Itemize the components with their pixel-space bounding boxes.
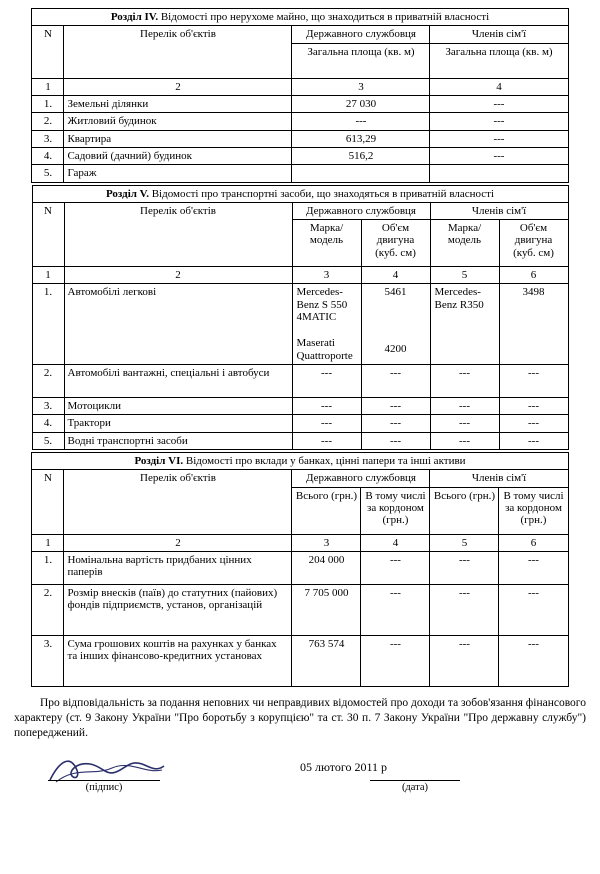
section-5-title-prefix: Розділ V. bbox=[105, 187, 149, 200]
section-4-row-4-object: Гараж bbox=[64, 165, 292, 182]
section-5-colnum-6: 6 bbox=[499, 267, 568, 284]
section-6-wrapper bbox=[0, 452, 600, 687]
section-6-subheader-abroad-cs: В тому числі за кордоном (грн.) bbox=[361, 487, 430, 534]
section-6-header-objects: Перелік об'єктів bbox=[64, 470, 292, 534]
section-5-row-1-brand-family: --- bbox=[430, 365, 499, 398]
section-4-header-row-1 bbox=[32, 26, 568, 43]
date-value: 05 лютого 2011 р bbox=[300, 759, 388, 774]
section-6-row-0-n: 1. bbox=[32, 551, 64, 584]
section-6-header-family: Членів сім'ї bbox=[430, 470, 568, 487]
section-5-row-3-engine-family: --- bbox=[499, 415, 568, 432]
signature-label: (підпис) bbox=[85, 781, 123, 793]
section-5-colnum-2: 2 bbox=[64, 267, 292, 284]
section-6-row-1-abroad-cs: --- bbox=[361, 584, 430, 635]
section-4-row-2-n: 3. bbox=[32, 130, 64, 147]
table-row bbox=[32, 415, 568, 432]
section-5-row-0-brand-cs-1: Mercedes-Benz S 550 4MATIC bbox=[296, 286, 348, 324]
section-5-row-4-brand-cs: --- bbox=[292, 432, 361, 449]
section-4-table bbox=[31, 8, 568, 183]
section-4-row-0-object: Земельні ділянки bbox=[64, 95, 292, 112]
section-5-row-2-engine-family: --- bbox=[499, 398, 568, 415]
section-6-title-row bbox=[32, 452, 568, 469]
section-6-row-1-total-cs: 7 705 000 bbox=[292, 584, 361, 635]
section-6-subheader-abroad-family: В тому числі за кордоном (грн.) bbox=[499, 487, 568, 534]
section-6-row-0-object: Номінальна вартість придбаних цінних паперів bbox=[64, 551, 292, 584]
table-row bbox=[32, 113, 568, 130]
section-4-colnum-2: 2 bbox=[64, 78, 292, 95]
section-5-title-row bbox=[32, 185, 568, 202]
section-5-row-1-engine-family: --- bbox=[499, 365, 568, 398]
section-4-colnum-4: 4 bbox=[430, 78, 568, 95]
section-6-row-1-total-family: --- bbox=[430, 584, 499, 635]
table-row bbox=[32, 147, 568, 164]
section-5-header-objects: Перелік об'єктів bbox=[64, 202, 292, 266]
section-6-row-0-abroad-cs: --- bbox=[361, 551, 430, 584]
section-4-row-1-object: Житловий будинок bbox=[64, 113, 292, 130]
footer-notice bbox=[14, 696, 586, 742]
table-row bbox=[32, 95, 568, 112]
section-5-row-3-engine-cs: --- bbox=[361, 415, 430, 432]
section-4-row-4-n: 5. bbox=[32, 165, 64, 182]
section-5-title bbox=[32, 185, 568, 202]
section-5-row-1-object: Автомобілі вантажні, спеціальні і автобуси bbox=[64, 365, 292, 398]
section-4-row-3-object: Садовий (дачний) будинок bbox=[64, 147, 292, 164]
section-6-colnum-5: 5 bbox=[430, 534, 499, 551]
section-5-subheader-engine-family: Об'єм двигуна (куб. см) bbox=[499, 220, 568, 267]
section-6-row-2-total-cs: 763 574 bbox=[292, 635, 361, 686]
table-row bbox=[32, 165, 568, 182]
section-5-row-2-object: Мотоцикли bbox=[64, 398, 292, 415]
section-5-row-0-engine-cs-2: 4200 bbox=[384, 342, 407, 355]
section-6-title-rest: Відомості про вклади у банках, цінні папери та інші активи bbox=[183, 454, 466, 467]
section-4-row-0-family: --- bbox=[430, 95, 568, 112]
section-6-row-1-n: 2. bbox=[32, 584, 64, 635]
section-5-header-civil-servant: Державного службовця bbox=[292, 202, 430, 219]
section-6-row-2-n: 3. bbox=[32, 635, 64, 686]
date-label: (дата) bbox=[401, 781, 429, 793]
section-5-row-2-brand-family: --- bbox=[430, 398, 499, 415]
section-6-colnum-4: 4 bbox=[361, 534, 430, 551]
section-5-row-2-n: 3. bbox=[32, 398, 64, 415]
section-6-row-0-total-cs: 204 000 bbox=[292, 551, 361, 584]
section-5-colnum-4: 4 bbox=[361, 267, 430, 284]
section-5-row-0-brand-cs bbox=[292, 284, 361, 365]
table-row bbox=[32, 365, 568, 398]
section-6-title-prefix: Розділ VI. bbox=[134, 454, 184, 467]
section-5-row-4-object: Водні транспортні засоби bbox=[64, 432, 292, 449]
section-4-title-prefix: Розділ IV. bbox=[110, 11, 159, 23]
section-6-table bbox=[31, 452, 568, 687]
section-5-colnum-3: 3 bbox=[292, 267, 361, 284]
section-4-row-3-family: --- bbox=[430, 147, 568, 164]
section-4-wrapper bbox=[0, 8, 600, 183]
declaration-page bbox=[0, 8, 600, 874]
section-6-row-1-abroad-family: --- bbox=[499, 584, 568, 635]
section-5-colnum-5: 5 bbox=[430, 267, 499, 284]
section-5-colnum-row bbox=[32, 267, 568, 284]
section-5-row-3-brand-cs: --- bbox=[292, 415, 361, 432]
section-6-row-2-abroad-cs: --- bbox=[361, 635, 430, 686]
section-6-row-1-object: Розмір внесків (паїв) до статутних (пайових) фондів підприємств, установ, організацій bbox=[64, 584, 292, 635]
section-5-row-0-brand-cs-2: Maserati Quattroporte bbox=[296, 337, 353, 362]
section-4-title-row bbox=[32, 9, 568, 26]
section-5-row-4-n: 5. bbox=[32, 432, 64, 449]
section-5-subheader-brand-family: Марка/ модель bbox=[430, 220, 499, 267]
section-5-row-0-engine-cs bbox=[361, 284, 430, 365]
section-4-row-2-family: --- bbox=[430, 130, 568, 147]
section-4-title bbox=[32, 9, 568, 26]
section-5-table bbox=[32, 185, 569, 450]
section-5-row-4-engine-cs: --- bbox=[361, 432, 430, 449]
date-line bbox=[370, 780, 460, 781]
section-6-colnum-1: 1 bbox=[32, 534, 64, 551]
section-5-row-2-brand-cs: --- bbox=[292, 398, 361, 415]
section-4-row-0-cs: 27 030 bbox=[292, 95, 430, 112]
section-5-row-0-engine-family: 3498 bbox=[499, 284, 568, 365]
section-5-row-1-brand-cs: --- bbox=[292, 365, 361, 398]
section-6-row-0-total-family: --- bbox=[430, 551, 499, 584]
section-5-row-4-engine-family: --- bbox=[499, 432, 568, 449]
section-4-row-4-family bbox=[430, 165, 568, 182]
footer-paragraph: Про відповідальність за подання неповних чи неправдивих відомостей про доходи та зобов'язання фінансового характеру (ст. 9 Закону України "Про боротьбу з корупцією" та ст. 30 п. 7 Закону України "Про державну службу") попереджений. bbox=[14, 696, 586, 740]
section-4-row-0-n: 1. bbox=[32, 95, 64, 112]
section-4-colnum-1: 1 bbox=[32, 78, 64, 95]
section-6-subheader-total-cs: Всього (грн.) bbox=[292, 487, 361, 534]
section-6-row-2-total-family: --- bbox=[430, 635, 499, 686]
section-5-header-n: N bbox=[32, 202, 64, 266]
signature-line bbox=[48, 780, 160, 781]
section-5-row-3-n: 4. bbox=[32, 415, 64, 432]
table-row bbox=[32, 130, 568, 147]
table-row bbox=[32, 398, 568, 415]
table-row bbox=[32, 551, 568, 584]
table-row bbox=[32, 432, 568, 449]
section-4-header-civil-servant: Державного службовця bbox=[292, 26, 430, 43]
section-4-row-4-cs bbox=[292, 165, 430, 182]
section-6-colnum-3: 3 bbox=[292, 534, 361, 551]
section-4-header-objects: Перелік об'єктів bbox=[64, 26, 292, 78]
section-4-row-1-family: --- bbox=[430, 113, 568, 130]
section-6-title bbox=[32, 452, 568, 469]
table-row bbox=[32, 284, 568, 365]
signature-row bbox=[0, 758, 600, 804]
section-6-row-0-abroad-family: --- bbox=[499, 551, 568, 584]
section-4-row-1-cs: --- bbox=[292, 113, 430, 130]
section-4-subheader-area-cs: Загальна площа (кв. м) bbox=[292, 43, 430, 78]
section-5-header-row-1 bbox=[32, 202, 568, 219]
section-6-header-row-1 bbox=[32, 470, 568, 487]
section-5-row-1-engine-cs: --- bbox=[361, 365, 430, 398]
section-4-colnum-row bbox=[32, 78, 568, 95]
table-row bbox=[32, 584, 568, 635]
section-5-row-0-n: 1. bbox=[32, 284, 64, 365]
section-5-row-2-engine-cs: --- bbox=[361, 398, 430, 415]
section-5-row-0-object: Автомобілі легкові bbox=[64, 284, 292, 365]
section-4-header-family: Членів сім'ї bbox=[430, 26, 568, 43]
section-6-row-2-object: Сума грошових коштів на рахунках у банках та інших фінансово-кредитних установах bbox=[64, 635, 292, 686]
section-4-row-2-object: Квартира bbox=[64, 130, 292, 147]
section-5-subheader-brand-cs: Марка/ модель bbox=[292, 220, 361, 267]
section-4-row-3-cs: 516,2 bbox=[292, 147, 430, 164]
section-5-title-rest: Відомості про транспортні засоби, що знаходяться в приватній власності bbox=[148, 187, 495, 200]
section-5-row-3-brand-family: --- bbox=[430, 415, 499, 432]
section-6-colnum-6: 6 bbox=[499, 534, 568, 551]
section-5-colnum-1: 1 bbox=[32, 267, 64, 284]
section-5-row-0-engine-cs-1: 5461 bbox=[384, 286, 407, 299]
section-6-colnum-2: 2 bbox=[64, 534, 292, 551]
section-6-colnum-row bbox=[32, 534, 568, 551]
section-6-header-n: N bbox=[32, 470, 64, 534]
section-6-subheader-total-family: Всього (грн.) bbox=[430, 487, 499, 534]
section-5-row-1-n: 2. bbox=[32, 365, 64, 398]
table-row bbox=[32, 635, 568, 686]
section-5-row-0-brand-family: Mercedes-Benz R350 bbox=[430, 284, 499, 365]
section-6-row-2-abroad-family: --- bbox=[499, 635, 568, 686]
section-4-colnum-3: 3 bbox=[292, 78, 430, 95]
section-4-row-1-n: 2. bbox=[32, 113, 64, 130]
section-5-header-family: Членів сім'ї bbox=[430, 202, 568, 219]
section-4-row-2-cs: 613,29 bbox=[292, 130, 430, 147]
section-4-row-3-n: 4. bbox=[32, 147, 64, 164]
section-4-title-rest: Відомості про нерухоме майно, що знаходиться в приватній власності bbox=[158, 11, 490, 23]
section-4-subheader-area-family: Загальна площа (кв. м) bbox=[430, 43, 568, 78]
section-5-row-3-object: Трактори bbox=[64, 415, 292, 432]
section-6-header-civil-servant: Державного службовця bbox=[292, 470, 430, 487]
section-5-wrapper bbox=[0, 185, 600, 450]
section-4-header-n: N bbox=[32, 26, 64, 78]
section-5-row-4-brand-family: --- bbox=[430, 432, 499, 449]
section-5-subheader-engine-cs: Об'єм двигуна (куб. см) bbox=[361, 220, 430, 267]
